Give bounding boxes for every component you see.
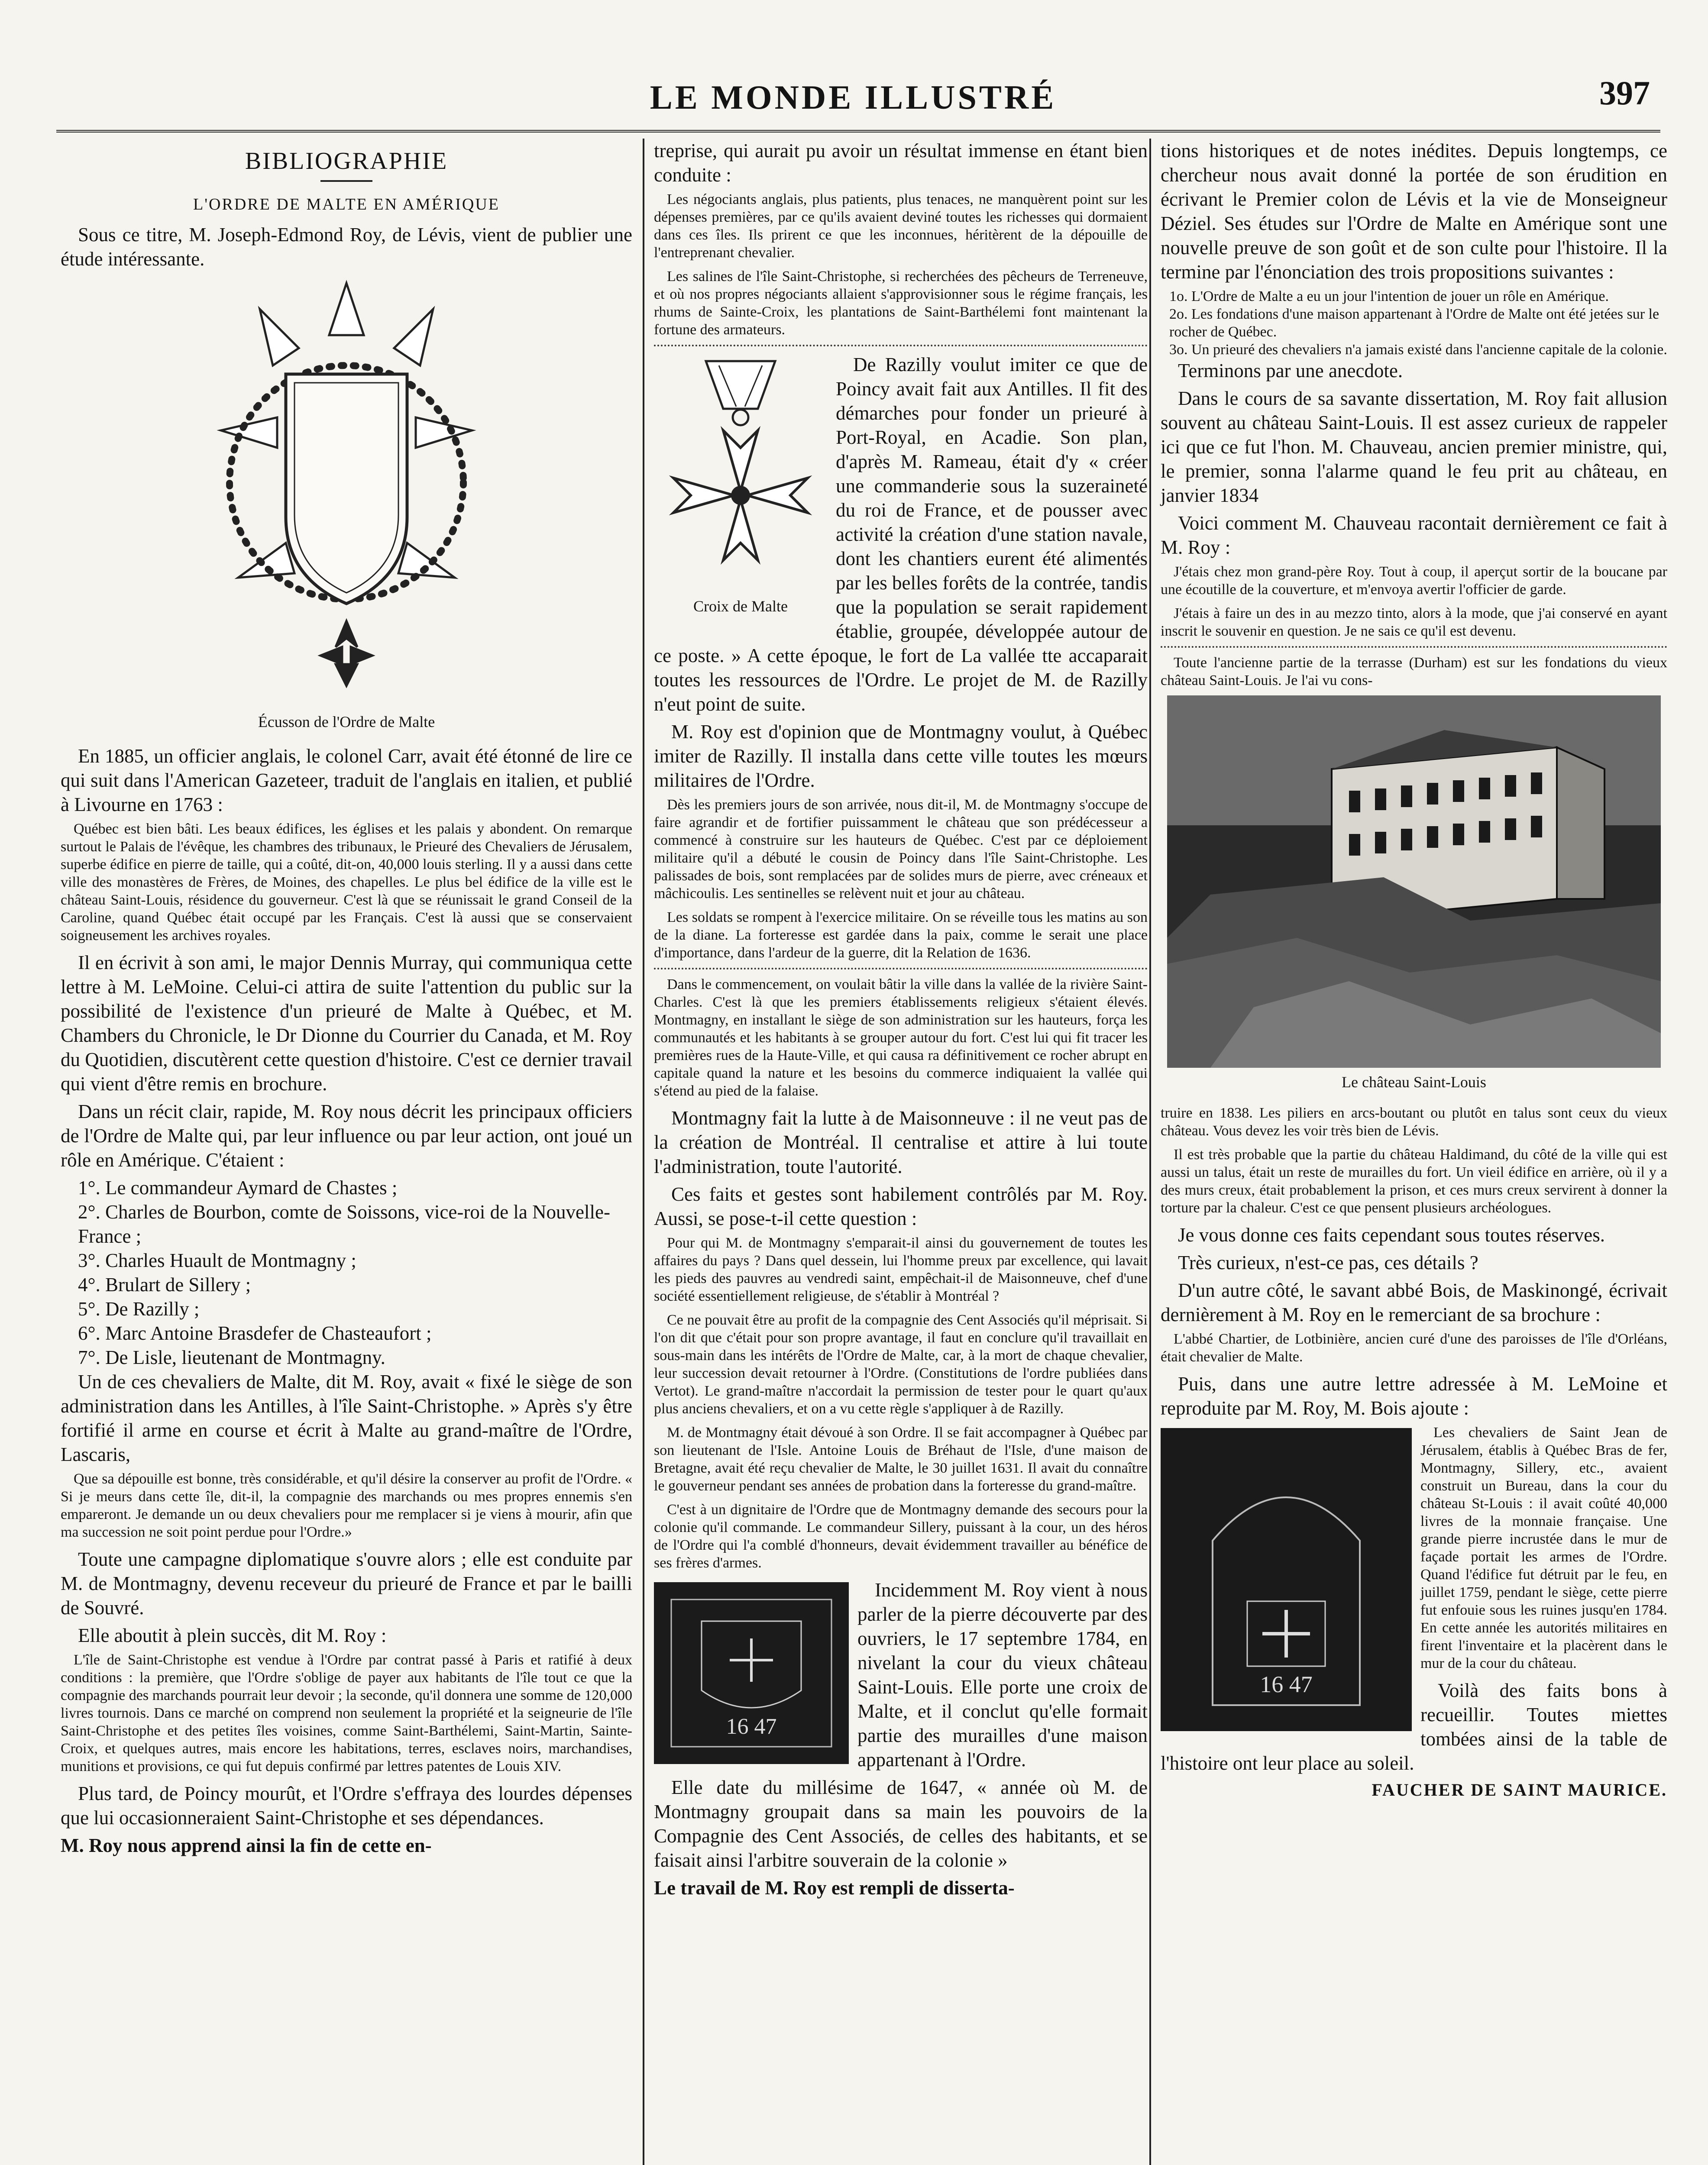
paragraph: Très curieux, n'est-ce pas, ces détails ? bbox=[1178, 1252, 1478, 1273]
column-continuation: M. Roy nous apprend ainsi la fin de cette en- bbox=[61, 1835, 432, 1856]
dotted-separator bbox=[654, 345, 1148, 346]
inscribed-stone-figure bbox=[654, 1582, 849, 1766]
maltese-cross-figure bbox=[654, 352, 827, 615]
list-item: 7°. De Lisle, lieutenant de Montmagny. bbox=[78, 1347, 385, 1368]
quotation: J'étais à faire un des in au mezzo tinto, alors à la mode, que j'ai conservé en ayant inscrit le souvenir en question. Je ne sais ce qu'il est devenu. bbox=[1161, 605, 1667, 639]
paragraph: Voici comment M. Chauveau racontait dernièrement ce fait à M. Roy : bbox=[1161, 512, 1667, 558]
quotation: Que sa dépouille est bonne, très considérable, et qu'il désire la conserver au profit de l'Ordre. « Si je meurs dans cette île, dit-il, la compagnie des marchands ou mes propres ennemis s'en empareront. Je demande un ou deux chevaliers pour me remplacer si je viens à mourir, afin que ma succession ne soit point perdue pour l'Ordre.» bbox=[61, 1471, 632, 1540]
quotation: Les négociants anglais, plus patients, plus tenaces, ne manquèrent point sur les dépenses premières, par ce qu'ils avaient deviné toutes les richesses qui dormaient dans ces îles. Ils prirent ce que les inconnues, héritèrent de la dépouille de l'entreprenant chevalier. bbox=[654, 191, 1148, 261]
paragraph: treprise, qui aurait pu avoir un résultat immense en étant bien conduite : bbox=[654, 140, 1148, 186]
quotation: Québec est bien bâti. Les beaux édifices, les églises et les palais y abondent. On remarque surtout le Palais de l'évêque, les chambres des tribunaux, le Prieuré des Chevaliers de Jérusalem, superbe édifice en pierre de taille, qui a coûté, dit-on, 40,000 louis sterling. Il y a aussi dans cette ville des monastères de Frères, de Moines, des chapelles. Le plus bel édifice de la ville est le château Saint-Louis, résidence du gouverneur. C'est là que se réunissait le grand Conseil de la Caroline, quand Québec était occupé par les Français. C'est là aussi que se conservaient soigneusement les archives royales. bbox=[61, 821, 632, 944]
column-continuation: Le travail de M. Roy est rempli de disserta- bbox=[654, 1877, 1015, 1899]
paragraph: Ces faits et gestes sont habilement contrôlés par M. Roy. Aussi, se pose-t-il cette question : bbox=[654, 1183, 1148, 1229]
section-rule bbox=[320, 180, 372, 182]
paragraph: M. Roy est d'opinion que de Montmagny voulut, à Québec imiter de Razilly. Il installa dans cette ville toutes les mœurs militaires de l'Ordre. bbox=[654, 721, 1148, 791]
paragraph: tions historiques et de notes inédites. Depuis longtemps, ce chercheur nous avait donné la portée de son érudition en écrivant le Premier colon de Lévis et la vie de Monseigneur Déziel. Ses études sur l'Ordre de Malte en Amérique sont une nouvelle preuve de son goût et de son culte pour l'histoire. Il la termine par l'énonciation des trois propositions suivantes : bbox=[1161, 140, 1667, 283]
quotation: Il est très probable que la partie du château Haldimand, du côté de la ville qui est aussi un talus, était un reste de murailles du fort. Un vieil édifice en arrière, où il y a des murs creux, était probablement la prison, et ces murs creux servirent à donner la torture par la chaleur. C'est ce que pensent plusieurs archéologues. bbox=[1161, 1147, 1667, 1216]
note: 1o. L'Ordre de Malte a eu un jour l'intention de jouer un rôle en Amérique. bbox=[1169, 288, 1609, 304]
plaque-date: 16 47 bbox=[1260, 1671, 1313, 1697]
section-title: BIBLIOGRAPHIE bbox=[245, 148, 448, 174]
paragraph: Dans un récit clair, rapide, M. Roy nous décrit les principaux officiers de l'Ordre de Malte qui, par leur influence ou par leur action, ont joué un rôle en Amérique. C'étaient : bbox=[61, 1101, 632, 1171]
column-2 bbox=[650, 139, 1152, 2165]
list-item: 2°. Charles de Bourbon, comte de Soissons, vice-roi de la Nouvelle-France ; bbox=[78, 1201, 610, 1247]
paragraph: Je vous donne ces faits cependant sous toutes réserves. bbox=[1178, 1224, 1605, 1246]
quotation: Ce ne pouvait être au profit de la compagnie des Cent Associés qu'il méprisait. Si l'on dit que c'était pour son propre avantage, il faut en conclure qu'il travaillait en sous-main dans les intérêts de l'Ordre de Malte, car, à la mort de chaque chevalier, leur succession devait retourner à l'Ordre. (Constitutions de l'ordre publiées dans Vertot). Le grand-maître n'accordait la permission de tester pour le quart qu'aux plus anciens chevaliers, et on a vu cette règle s'appliquer à de Razilly. bbox=[654, 1312, 1148, 1417]
figure-caption: Le château Saint-Louis bbox=[1342, 1073, 1486, 1091]
paragraph: Plus tard, de Poincy mourût, et l'Ordre s'effraya des lourdes dépenses que lui occasionneraient Saint-Christophe et ses dépendances. bbox=[61, 1783, 632, 1829]
paragraph: Montmagny fait la lutte à de Maisonneuve : il ne veut pas de la création de Montréal. Il centralise et attire à lui toute l'administration, toute l'autorité. bbox=[654, 1107, 1148, 1177]
list-item: 5°. De Razilly ; bbox=[78, 1298, 200, 1320]
paragraph: Elle date du millésime de 1647, « année où M. de Montmagny groupait dans sa main les pouvoirs de la Compagnie des Cent Associés, de celles des habitants, et se faisait ainsi l'arbitre souverain de la colonie » bbox=[654, 1777, 1148, 1871]
paragraph: Un de ces chevaliers de Malte, dit M. Roy, avait « fixé le siège de son administration dans les Antilles, à l'île Saint-Christophe. » Après s'y être fortifié il arme en course et écrit à Malte au grand-maître de l'Ordre, Lascaris, bbox=[61, 1371, 632, 1465]
paragraph: Il en écrivit à son ami, le major Dennis Murray, qui communiqua cette lettre à M. LeMoine. Celui-ci attira de suite l'attention du public sur la possibilité de l'existence d'un prieuré de Malte à Québec, et M. Chambers du Chronicle, le Dr Dionne du Courrier du Canada, et M. Roy du Quotidien, discutèrent cette question d'histoire. C'est ce dernier travail qui vient d'être remis en brochure. bbox=[61, 952, 632, 1095]
column-3 bbox=[1156, 139, 1667, 2165]
quotation: truire en 1838. Les piliers en arcs-boutant ou plutôt en talus sont ceux du vieux château. Vous devez les voir très bien de Lévis. bbox=[1161, 1105, 1667, 1139]
paragraph: Terminons par une anecdote. bbox=[1178, 360, 1403, 381]
article-subtitle: L'ORDRE DE MALTE EN AMÉRIQUE bbox=[193, 195, 500, 213]
masthead: LE MONDE ILLUSTRÉ bbox=[650, 78, 1057, 116]
column-divider bbox=[643, 139, 644, 2165]
note: 3o. Un prieuré des chevaliers n'a jamais existé dans l'ancienne capitale de la colonie. bbox=[1169, 342, 1667, 358]
page-number: 397 bbox=[1599, 74, 1650, 112]
quotation: Toute l'ancienne partie de la terrasse (Durham) est sur les fondations du vieux château Saint-Louis. Je l'ai vu cons- bbox=[1161, 655, 1667, 688]
paragraph: De Razilly voulut imiter ce que de Poincy avait fait aux Antilles. Il fit des démarches pour fonder un prieuré à Port-Royal, en Acadie. Son plan, d'après M. Rameau, était d'y « créer une commanderie sous la suzeraineté du roi de France, et de pousser avec activité la création d'une station navale, dont les chantiers eurent été alimentés par les belles forêts de la contrée, tandis que la population se serait rapidement établie, groupée, développée autour de ce poste. » A cette époque, le fort de La vallée tte accaparait toutes les ressources de l'Ordre. Le projet de M. de Razilly n'eut point de suite. bbox=[654, 354, 1148, 715]
list-item: 3°. Charles Huault de Montmagny ; bbox=[78, 1250, 356, 1271]
page-header bbox=[56, 69, 1650, 117]
figure-caption: Écusson de l'Ordre de Malte bbox=[258, 713, 435, 730]
quotation: L'île de Saint-Christophe est vendue à l'Ordre par contrat passé à Paris et ratifié à deux conditions : la première, que l'Ordre s'oblige de payer aux habitants de l'île tout ce que la compagnie des marchands pourrait leur devoir ; la seconde, qu'il donnera une somme de 120,000 livres tournois. Dans ce marché on comprend non seulement la propriété et la seigneurie de l'île Saint-Christophe et des petites îles voisines, comme Saint-Barthélemi, Saint-Martin, Sainte-Croix, et quelques autres, mais encore les habitations, terres, esclaves noirs, marchandises, munitions et provisions, ce qui fut depuis confirmé par lettres patentes de Louis XIV. bbox=[61, 1652, 632, 1774]
paragraph: Puis, dans une autre lettre adressée à M. LeMoine et reproduite par M. Roy, M. Bois ajoute : bbox=[1161, 1373, 1667, 1419]
quotation: C'est à un dignitaire de l'Ordre que de Montmagny demande des secours pour la colonie qu'il commande. Le commandeur Sillery, puissant à la cour, un des héros de l'Ordre qui l'a comblé d'honneurs, devait évidemment travailler au bénéfice de ses frères d'armes. bbox=[654, 1502, 1148, 1571]
paragraph: Elle aboutit à plein succès, dit M. Roy : bbox=[78, 1625, 387, 1646]
paragraph: Toute une campagne diplomatique s'ouvre alors ; elle est conduite par M. de Montmagny, devenu receveur du prieuré de France et par le bailli de Souvré. bbox=[61, 1548, 632, 1619]
quotation: Dans le commencement, on voulait bâtir la ville dans la vallée de la rivière Saint-Charles. C'est là que les premiers établissements religieux s'étaient élevés. Montmagny, en installant le siège de son administration sur les hauteurs, força les communautés et les habitants à se grouper autour du fort. C'est lui qui fit tracer les premières rues de la Haute-Ville, et qui causa ra définitivement ce rocher abrupt en capitale quand la nature et les besoins du commerce indiquaient la vallée qui s'étend au pied de la falaise. bbox=[654, 976, 1148, 1099]
figure-caption: Croix de Malte bbox=[693, 598, 788, 615]
note: 2o. Les fondations d'une maison appartenant à l'Ordre de Malte ont été jetées sur le rocher de Québec. bbox=[1169, 306, 1659, 340]
paragraph: En 1885, un officier anglais, le colonel Carr, avait été étonné de lire ce qui suit dans l'American Gazeteer, traduit de l'anglais en italien, et publié à Livourne en 1763 : bbox=[61, 745, 632, 815]
quotation: J'étais chez mon grand-père Roy. Tout à coup, il aperçut sortir de la boucane par une écoutille de la couverture, et m'envoya avertir l'officier de garde. bbox=[1161, 564, 1667, 598]
quotation: Pour qui M. de Montmagny s'emparait-il ainsi du gouvernement de toutes les affaires du pays ? Dans quel dessein, lui l'homme preux par excellence, qui lavait les pieds des pauvres au vendredi saint, empêchait-il de Maisonneuve, chef d'une société essentiellement religieuse, de s'établir à Montréal ? bbox=[654, 1235, 1148, 1304]
stone-date: 16 47 bbox=[726, 1714, 777, 1739]
quotation: L'abbé Chartier, de Lotbinière, ancien curé d'une des paroisses de l'île d'Orléans, était chevalier de Malte. bbox=[1161, 1331, 1667, 1365]
paragraph: Dans le cours de sa savante dissertation, M. Roy fait allusion souvent au château Saint-Louis. Il est assez curieux de rappeler ici que ce fut l'hon. M. Chauveau, ancien premier ministre, qui, le premier, sonna l'alarme quand le feu prit au château, en janvier 1834 bbox=[1161, 388, 1667, 506]
order-of-malta-escutcheon-illustration bbox=[212, 275, 481, 708]
list-item: 4°. Brulart de Sillery ; bbox=[78, 1274, 251, 1296]
chateau-saint-louis-engraving bbox=[1167, 695, 1661, 1068]
quotation: Les soldats se rompent à l'exercice militaire. On se réveille tous les matins au son de la diane. La forteresse est gardée dans la paix, comme le serait une place d'importance, dans l'ardeur de la guerre, dit la Relation de 1636. bbox=[654, 909, 1148, 961]
dotted-separator bbox=[654, 968, 1148, 969]
quotation: M. de Montmagny était dévoué à son Ordre. Il se fait accompagner à Québec par son lieutenant de l'Isle. Antoine Louis de Bréhaut de l'Isle, d'une maison de Bretagne, avait été reçu chevalier de Malte, le 30 juillet 1631. Il avait du connaître le gouverneur pendant ses années de probation dans la forteresse du grand-maître. bbox=[654, 1425, 1148, 1494]
quotation: Dès les premiers jours de son arrivée, nous dit-il, M. de Montmagny s'occupe de faire agrandir et de fortifier puissamment le château que son prédécesseur a commencé à construire sur les hauteurs de Québec. C'est par ce déploiement militaire qu'il a débuté le cousin de Poincy dans l'île Saint-Christophe. Les palissades de bois, sont remplacées par de solides murs de pierre, avec créneaux et mâchicoulis. Les sentinelles se relèvent nuit et jour au château. bbox=[654, 797, 1148, 902]
list-item: 6°. Marc Antoine Brasdefer de Chasteaufort ; bbox=[78, 1322, 432, 1344]
column-1 bbox=[61, 139, 641, 2165]
header-rule bbox=[56, 130, 1660, 137]
paragraph: Voilà des faits bons à recueillir. Toutes miettes tombées ainsi de la table de l'histoire ont leur place au soleil. bbox=[1161, 1680, 1667, 1774]
quotation: Les chevaliers de Saint Jean de Jérusalem, établis à Québec Bras de fer, Montmagny, Sillery, etc., avaient construit un Bureau, dans la cour du château St-Louis : il avait coûté 40,000 livres de la monnaie française. Une grande pierre incrustée dans le mur de façade portait les armes de l'Ordre. Quand l'édifice fut détruit par le feu, en juillet 1759, pendant le siège, cette pierre fut enfouie sous les ruines jusqu'en 1784. En cette année les autorités militaires en firent l'inventaire et la placèrent dans le mur de la cour du château. bbox=[1420, 1425, 1667, 1671]
maltese-cross-icon bbox=[654, 352, 827, 595]
quotation: Les salines de l'île Saint-Christophe, si recherchées des pêcheurs de Terreneuve, et où nos propres négociants allaient s'approvisionner sous le régime français, les rhums de Sainte-Croix, les plantations de Saint-Barthélemi font maintenant la fortune des armateurs. bbox=[654, 268, 1148, 338]
dotted-separator bbox=[1161, 646, 1667, 648]
paragraph: Sous ce titre, M. Joseph-Edmond Roy, de Lévis, vient de publier une étude intéressante. bbox=[61, 224, 632, 270]
paragraph: Incidemment M. Roy vient à nous parler de la pierre découverte par des ouvriers, le 17 septembre 1784, en nivelant la cour du vieux château Saint-Louis. Elle porte une croix de Malte, et il conclut qu'elle formait partie des murailles d'une maison appartenant à l'Ordre. bbox=[857, 1579, 1148, 1771]
inscribed-plaque-figure bbox=[1161, 1428, 1412, 1733]
author-signature: FAUCHER DE SAINT MAURICE. bbox=[1372, 1780, 1667, 1800]
list-item: 1°. Le commandeur Aymard de Chastes ; bbox=[78, 1177, 398, 1199]
paragraph: D'un autre côté, le savant abbé Bois, de Maskinongé, écrivait dernièrement à M. Roy en le remerciant de sa brochure : bbox=[1161, 1280, 1667, 1325]
